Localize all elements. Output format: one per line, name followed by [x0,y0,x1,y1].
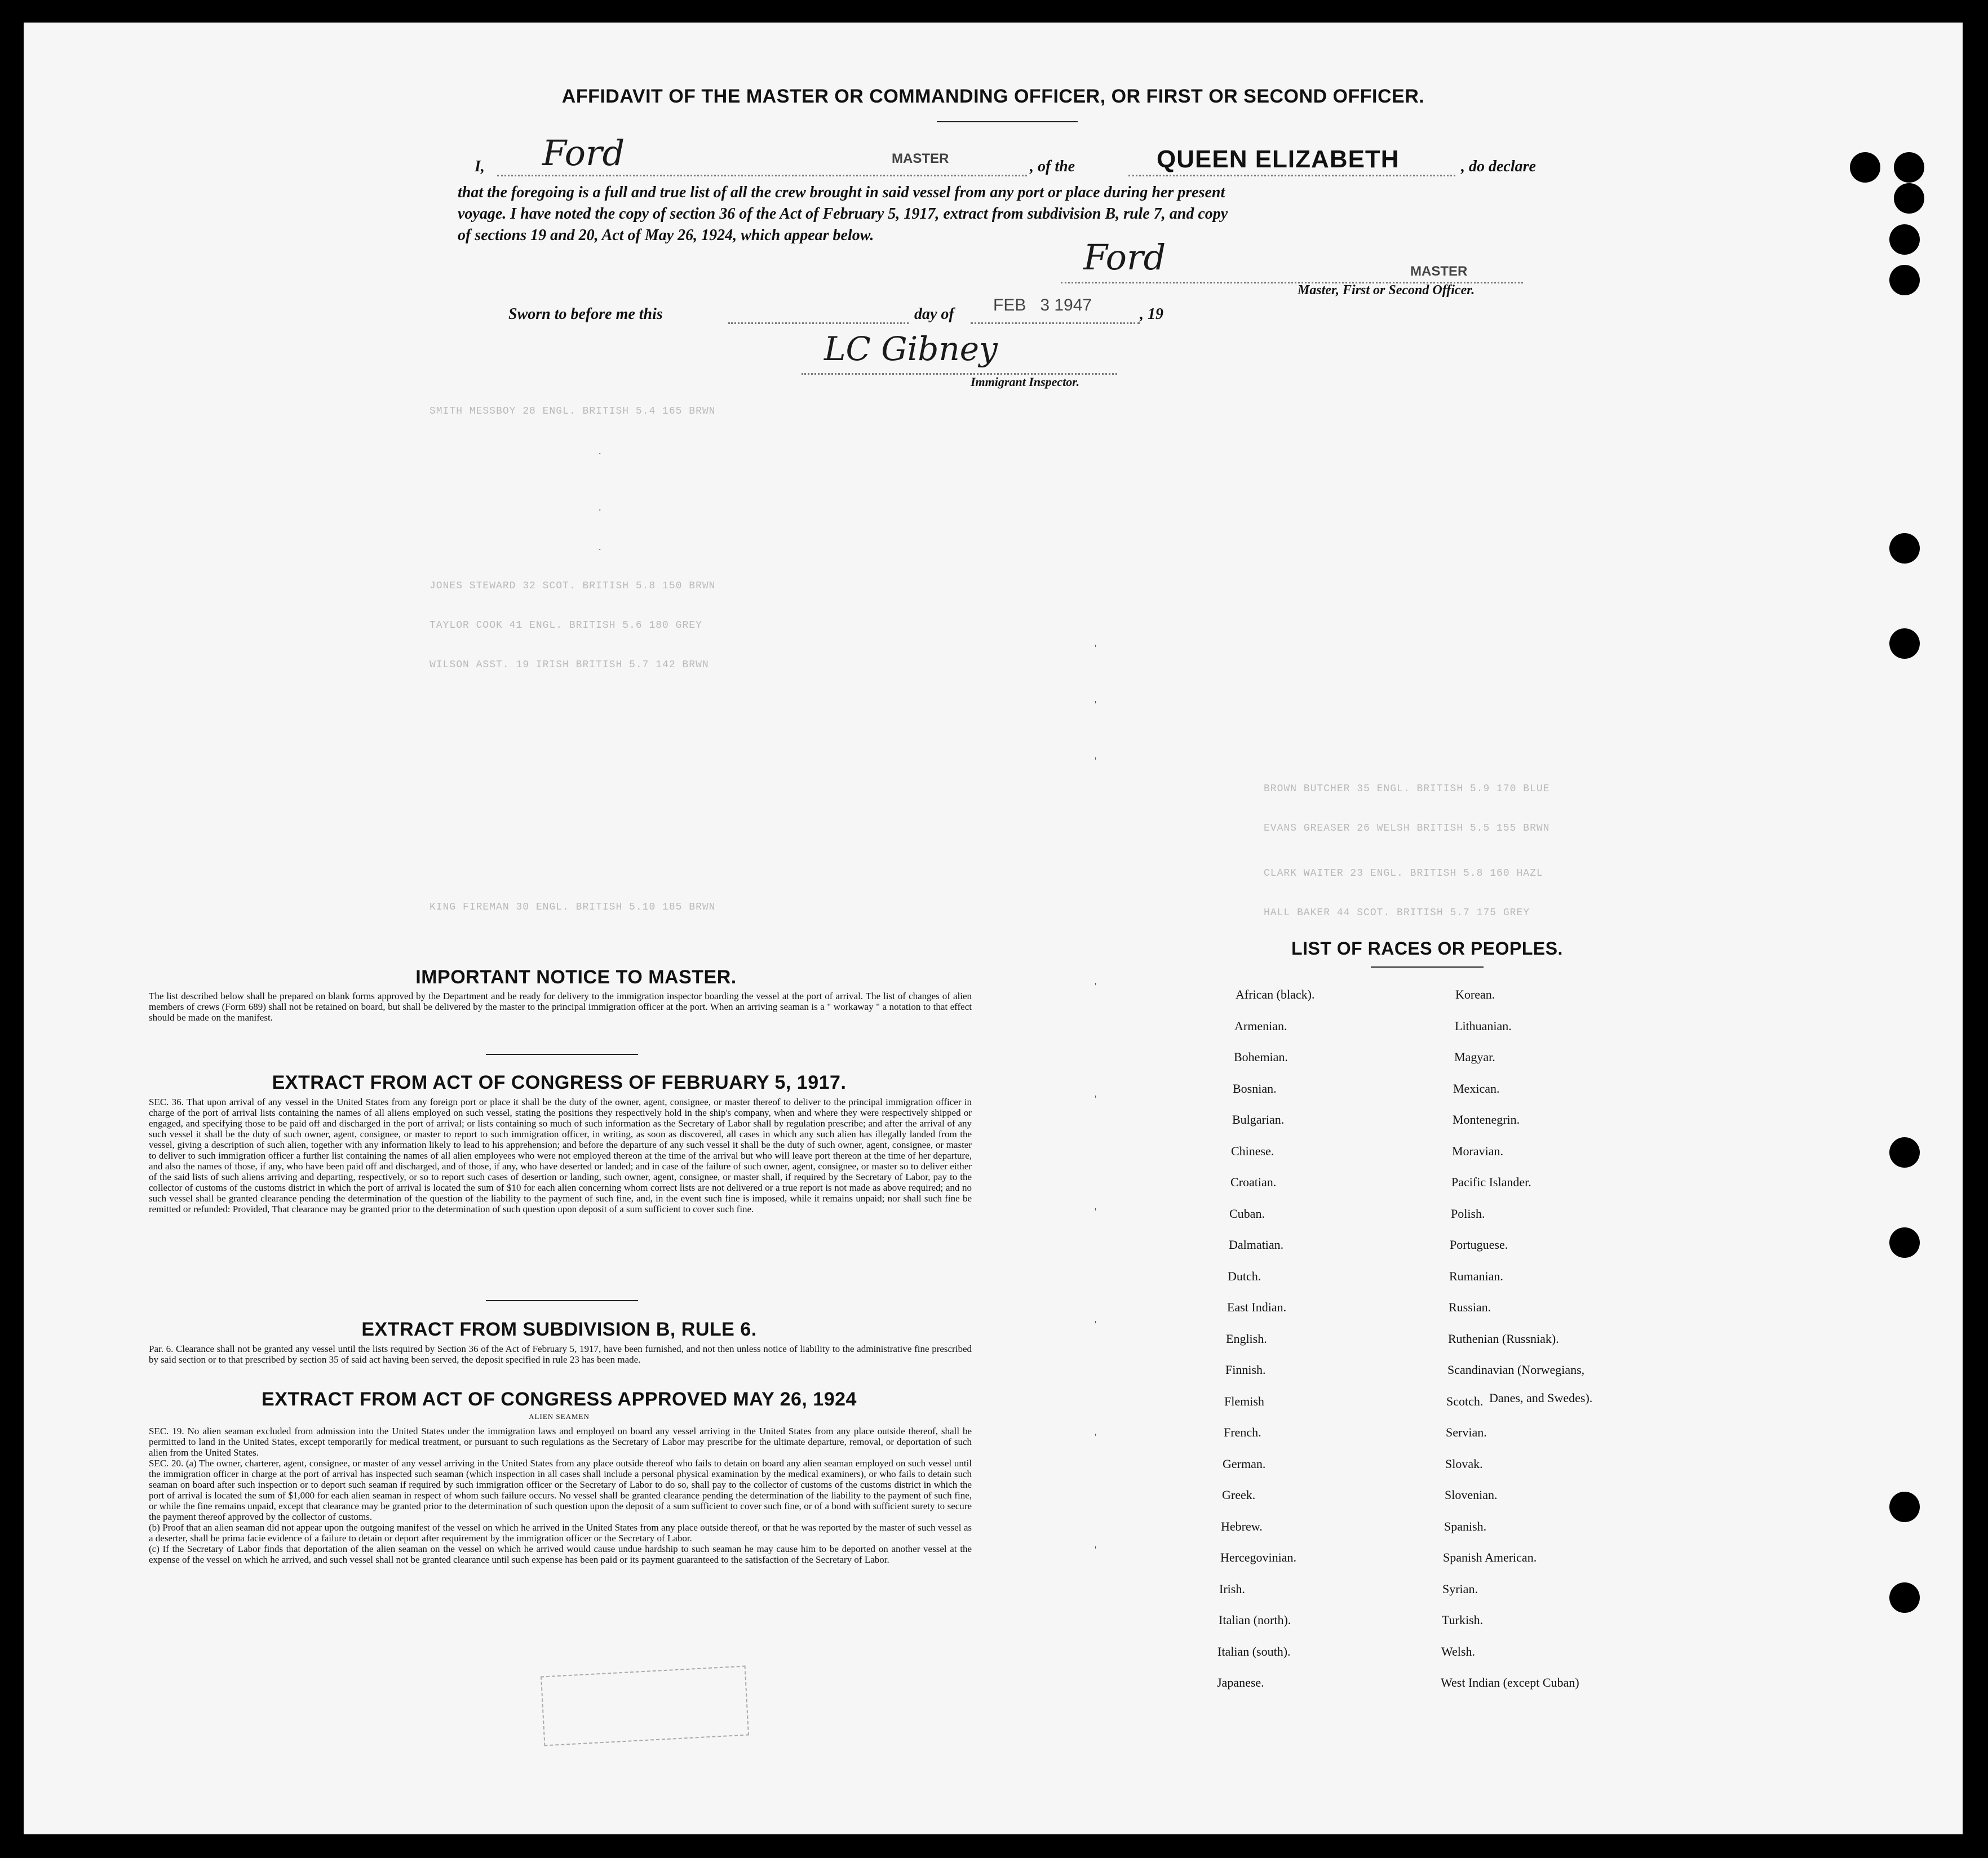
column-tick: ' [1095,981,1097,992]
bleed-through-row: TAYLOR COOK 41 ENGL. BRITISH 5.6 180 GREY [430,620,702,631]
column-tick: ' [1095,1319,1097,1330]
bleed-through-row: CLARK WAITER 23 ENGL. BRITISH 5.8 160 HAZL [1264,868,1543,879]
bleed-through-row: HALL BAKER 44 SCOT. BRITISH 5.7 175 GREY [1264,907,1530,919]
race-item: Cuban. [1229,1207,1265,1221]
bleed-through-row: EVANS GREASER 26 WELSH BRITISH 5.5 155 BRWN [1264,823,1550,834]
race-item: Chinese. [1231,1144,1274,1158]
column-tick: . [599,445,601,456]
vessel-name: QUEEN ELIZABETH [1157,145,1400,173]
race-item: Spanish American. [1443,1550,1537,1564]
race-item: Rumanian. [1449,1269,1503,1283]
affidavit-body-line: of sections 19 and 20, Act of May 26, 1924, which appear below. [458,227,874,244]
race-item: Portuguese. [1450,1238,1508,1252]
of-the-label: , of the [1030,158,1075,175]
column-tick: ' [1095,642,1097,654]
bleed-through-row: SMITH MESSBOY 28 ENGL. BRITISH 5.4 165 BRWN [430,406,716,417]
divider [486,1054,638,1055]
bleed-through-row: KING FIREMAN 30 ENGL. BRITISH 5.10 185 BRWN [430,902,716,913]
year-label: , 19 [1140,305,1163,323]
inspector-signature: LC Gibney [824,330,998,368]
officer-signature: Ford [1083,237,1166,278]
race-item: Turkish. [1442,1613,1484,1627]
extract-1924-body [149,1426,972,1565]
do-declare-label: , do declare [1461,158,1536,175]
race-item: Hebrew. [1221,1519,1263,1533]
sec20b-text: (b) Proof that an alien seaman did not appear upon the outgoing manifest of the vessel on which he arrived in the United States from any place outside thereof, or that he was reported by the master of such vessel as a deserter, shall be prima facie evidence of a failure to detain or deport after requirement by the immigration officer or the Secretary of Labor. [149,1522,972,1544]
extract-rule6-title: EXTRACT FROM SUBDIVISION B, RULE 6. [361,1319,757,1340]
bleed-through-row: JONES STEWARD 32 SCOT. BRITISH 5.8 150 BRWN [430,580,716,592]
rank-stamp: MASTER [892,151,949,166]
race-item: Slovenian. [1445,1488,1498,1502]
date-stamp: FEB 3 1947 [993,296,1092,314]
binder-hole [1889,1227,1920,1258]
column-tick: ' [1095,699,1097,710]
binder-hole [1850,152,1880,183]
race-item: Montenegrin. [1453,1112,1520,1127]
race-item: Hercegovinian. [1220,1550,1296,1564]
affidavit-heading [24,86,1963,108]
race-item: Italian (south). [1217,1644,1291,1659]
divider [1371,966,1484,968]
affidavit-body-line: that the foregoing is a full and true list of all the crew brought in said vessel from any port or place during her present [458,184,1225,201]
race-item: Servian. [1446,1425,1487,1439]
race-item: African (black). [1236,987,1315,1001]
binder-hole [1894,183,1924,214]
faint-stamp [541,1666,749,1746]
divider [486,1300,638,1301]
race-item: Korean. [1455,987,1495,1001]
race-item: Ruthenian (Russniak). [1448,1332,1559,1346]
divider [937,121,1078,122]
race-item: Pacific Islander. [1451,1175,1531,1189]
sworn-date-line [728,322,909,324]
column-tick: . [599,502,601,513]
signature-line [497,175,1027,176]
race-item-continuation: Danes, and Swedes). [1489,1391,1593,1405]
extract-1924-subtitle: ALIEN SEAMEN [529,1412,590,1421]
bleed-through-row: WILSON ASST. 19 IRISH BRITISH 5.7 142 BRWN [430,659,709,671]
race-item: Mexican. [1453,1081,1500,1096]
race-item: East Indian. [1227,1300,1287,1314]
notice-text: The list described below shall be prepared on blank forms approved by the Department and be ready for delivery to the immigration inspector boarding the vessel at the port of arrival. The list of changes of alien members of crews (Form 689) shall not be retained on board, but shall be delivered by the master to the principal immigration officer at the port. When an arriving seaman is a " workaway " a notation to that effect should be made on the manifest. [149,991,972,1023]
sec20a-text: SEC. 20. (a) The owner, charterer, agent, consignee, or master of any vessel arriving in the United States from any place outside thereof who fails to detain on board any alien seaman employed on such vessel until the immigration officer in charge at the port of arrival has inspected such seaman (which inspection in all cases shall include a personal physical examination by the medical examiners), or who fails to detain such seaman on board after such inspection or to deport such seaman if required by such immigration officer or the Secretary of Labor to do so, shall pay to the collector of customs of the customs district in which the port of arrival is located the sum of $1,000 for each alien seaman in respect of whom such failure occurs. No vessel shall be granted clearance pending the determination of the liability to the payment of such fine, or while the fine remains unpaid, except that clearance may be granted prior to the determination of such question upon the deposit of a sum sufficient to cover such fine, or of a bond with sufficient surety to secure the payment thereof approved by the collector of customs. [149,1458,972,1522]
officer-rank-stamp: MASTER [1410,264,1468,279]
race-item: Lithuanian. [1455,1019,1512,1033]
column-tick: ' [1095,1093,1097,1105]
race-item: Japanese. [1217,1675,1264,1690]
race-item: Syrian. [1442,1582,1478,1596]
race-item: Irish. [1219,1582,1245,1596]
sec20c-text: (c) If the Secretary of Labor finds that deportation of the alien seaman on the vessel on which he arrived would cause undue hardship to such seaman he may cause him to be deported on another vessel at the expense of the vessel on which he arrived, and such vessel shall not be granted clearance until such expense has been paid or its payment guaranteed to the satisfaction of the Secretary of Labor. [149,1544,972,1565]
race-item: French. [1224,1425,1261,1439]
race-item: Magyar. [1454,1050,1495,1064]
binder-hole [1889,224,1920,255]
race-item: Dutch. [1228,1269,1261,1283]
binder-hole [1889,1137,1920,1168]
vessel-line [1128,175,1455,176]
extract-1917-text: SEC. 36. That upon arrival of any vessel in the United States from any foreign port or place it shall be the duty of the owner, agent, consignee, or master thereof to deliver to the principal immigration officer in charge of the port of arrival lists containing the names of all aliens employed on such vessel, stating the positions they respectively hold in the ship's company, when and where they were respectively shipped or engaged, and specifying those to be paid off and discharged in the port of arrival; or lists containing so much of such information as the Secretary of Labor shall by regulation prescribe; and after the arrival of any such vessel it shall be the duty of such owner, agent, consignee, or master to report to such immigration officer, in writing, as soon as discovered, all cases in which any such alien has illegally landed from the vessel, giving a description of such alien, together with any information likely to lead to his apprehension; and before the departure of any such vessel it shall be the duty of such owner, agent, consignee, or master to deliver to such immigration officer a further list containing the names of all alien employees who were not employed thereon at the time of the arrival but who will leave port thereon at the time of her departure, and also the names of those, if any, who have been paid off and discharged, and of those, if any, who have deserted or landed; and in case of the failure of such owner, agent, consignee, or master so to deliver either of the said lists of such aliens arriving and departing, respectively, or so to report such cases of desertion or landing, such owner, agent, consignee, or master shall, if required by the Secretary of Labor, pay to the collector of customs of the customs district in which the port of arrival is located the sum of $10 for each alien concerning whom correct lists are not delivered or a true report is not made as above required; and no such vessel shall be granted clearance pending the determination of the question of the liability to the payment of such fine, and, in the event such fine is imposed, while it remains unpaid; nor shall such fine be remitted or refunded: Provided, That clearance may be granted prior to the determination of such question upon deposit of a sum sufficient to cover such fine. [149,1097,972,1214]
extract-1917-title: EXTRACT FROM ACT OF CONGRESS OF FEBRUARY 5, 1917. [272,1072,847,1093]
race-item: English. [1226,1332,1267,1346]
race-item: Scandinavian (Norwegians, [1447,1363,1585,1377]
i-label: I, [475,158,485,175]
race-item: Armenian. [1234,1019,1287,1033]
race-item: Moravian. [1452,1144,1504,1158]
extract-1924-title: EXTRACT FROM ACT OF CONGRESS APPROVED MAY 26, 1924 [262,1389,857,1410]
column-tick: ' [1095,1431,1097,1443]
race-item: Greek. [1222,1488,1256,1502]
binder-hole [1889,533,1920,564]
column-tick: . [599,541,601,552]
race-item: Spanish. [1444,1519,1487,1533]
race-item: Dalmatian. [1229,1238,1284,1252]
race-item: Scotch. [1446,1394,1484,1408]
race-item: Polish. [1451,1207,1485,1221]
column-tick: ' [1095,1206,1097,1217]
inspector-caption: Immigrant Inspector. [971,375,1080,389]
bleed-through-row: BROWN BUTCHER 35 ENGL. BRITISH 5.9 170 BLUE [1264,783,1550,795]
affidavit-title: AFFIDAVIT OF THE MASTER OR COMMANDING OFFICER, OR FIRST OR SECOND OFFICER. [561,86,1425,107]
race-item: Russian. [1449,1300,1491,1314]
sworn-label: Sworn to before me this [508,305,663,323]
race-item: Bulgarian. [1232,1112,1285,1127]
binder-hole [1889,1492,1920,1522]
notice-title: IMPORTANT NOTICE TO MASTER. [415,966,737,988]
column-tick: ' [1095,1544,1097,1555]
officer-caption: Master, First or Second Officer. [1298,283,1475,298]
race-item: Flemish [1224,1394,1264,1408]
binder-hole [1889,1582,1920,1613]
race-item: Welsh. [1441,1644,1475,1659]
race-item: Croatian. [1230,1175,1277,1189]
manifest-page [24,23,1963,1834]
races-title: LIST OF RACES OR PEOPLES. [1291,938,1563,959]
race-item: West Indian (except Cuban) [1441,1675,1579,1690]
master-signature: Ford [542,132,625,174]
sec19-text: SEC. 19. No alien seaman excluded from admission into the United States under the immigration laws and employed on board any vessel arriving in the United States from any place outside thereof, shall be permitted to land in the United States, except temporarily for medical treatment, or pursuant to such regulations as the Secretary of Labor may prescribe for the ultimate departure, removal, or deportation of such alien from the United States. [149,1426,972,1458]
month-line [971,322,1140,324]
day-of-label: day of [914,305,954,323]
column-tick: ' [1095,755,1097,766]
extract-rule6-text: Par. 6. Clearance shall not be granted any vessel until the lists required by Section 36 of the Act of February 5, 1917, have been furnished, and not then unless notice of liability to the administrative fine prescribed by said section or to that prescribed by section 35 of said act having been served, the deposit specified in rule 23 has been made. [149,1343,972,1365]
binder-hole [1889,265,1920,295]
race-item: German. [1223,1457,1266,1471]
binder-hole [1889,628,1920,659]
race-item: Finnish. [1225,1363,1266,1377]
race-item: Bohemian. [1234,1050,1288,1064]
race-item: Slovak. [1445,1457,1483,1471]
race-item: Italian (north). [1219,1613,1291,1627]
binder-hole [1894,152,1924,183]
race-item: Bosnian. [1233,1081,1277,1096]
affidavit-body-line: voyage. I have noted the copy of section 36 of the Act of February 5, 1917, extract from subdivision B, rule 7, and copy [458,205,1228,223]
